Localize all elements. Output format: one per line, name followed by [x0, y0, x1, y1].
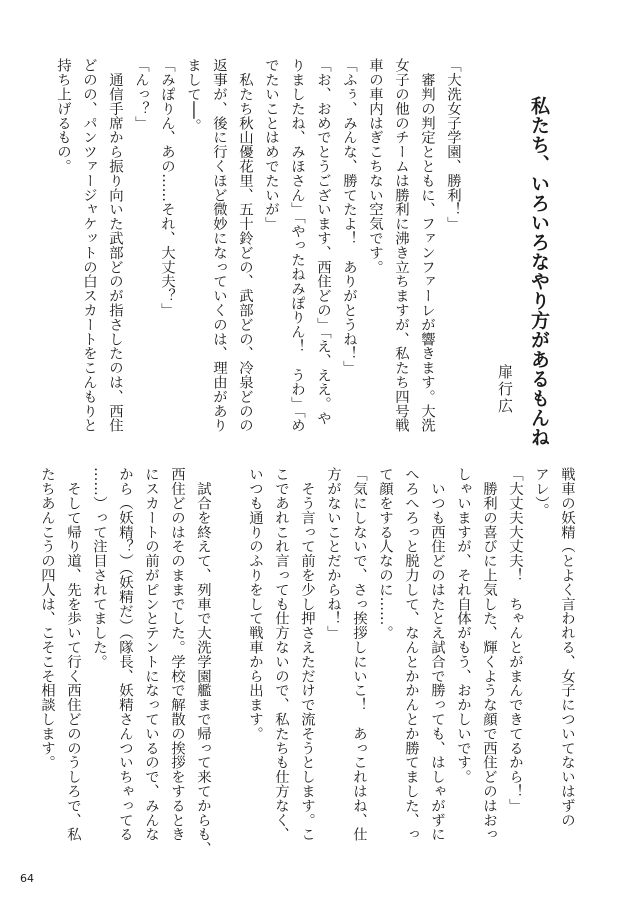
text-line: 「気にしないで、さっ挨拶しにいこ！ あっこれはね、仕 [351, 467, 367, 842]
title: 私たち、いろいろなやり方があるもんね [528, 96, 550, 447]
text-line: 「みぽりん、あの……それ、大丈夫？」 [159, 58, 175, 318]
author: 扉行広 [496, 364, 514, 415]
text-line: いつも通りのふりをして戦車から出ます。 [247, 467, 263, 741]
text-line: まして──。 [185, 58, 201, 133]
text-line: 女子の他のチームは勝利に沸き立ちますが、私たち四号戦 [393, 58, 409, 433]
text-block-top [55, 58, 466, 458]
page-number: 64 [20, 872, 34, 885]
text-line: 私たち秋山優花里、五十鈴どの、武部どの、冷泉どのの [237, 58, 253, 433]
text-line: 「ふぅ、みんな、勝てたよ！ ありがとうね！」 [341, 58, 357, 375]
text-line: にスカートの前がピンとテントになっているので、みんな [143, 467, 159, 842]
text-block-bottom [39, 467, 580, 867]
text-line: そう言って前を少し押さえただけで流そうとします。こ [299, 467, 315, 842]
text-line: 方がないことだからね！」 [325, 467, 341, 640]
text-line: どのの、パンツァージャケットの白スカートをこんもりと [81, 58, 97, 433]
text-line: 「お、おめでとうございます、西住どの」「え、ええ。や [315, 58, 331, 426]
text-line: しゃいますが、それ自体がもう、おかしいです。 [455, 467, 471, 784]
text-line: 車の車内はぎこちない空気です。 [367, 58, 383, 274]
text-line: 試合を終えて、列車で大洗学園艦まで帰って来てからも、 [195, 467, 211, 856]
text-line: いつも西住どのはたとえ試合で勝っても、はしゃがずに [429, 467, 445, 842]
text-line: こであれこれ言っても仕方ないので、私たちも仕方なく、 [273, 467, 289, 842]
text-line: 「大洗女子学園、勝利！」 [445, 58, 461, 231]
text-line: でたいことはめでたいが」 [263, 58, 279, 231]
text-line: たちあんこうの四人は、こそこそ相談します。 [39, 467, 55, 770]
text-line: ……）って注目されてました。 [91, 467, 107, 669]
text-line: 西住どのはそのままでした。学校で解散の挨拶をするとき [169, 467, 185, 842]
text-line: 勝利の喜びに上気した、輝くような顔で西住どのはおっ [481, 467, 497, 842]
text-line: そして帰り道、先を歩いて行く西住どののうしろで、私 [65, 467, 81, 842]
text-line: 通信手席から振り向いた武部どのが指さしたのは、西住 [107, 58, 123, 433]
text-line: アレ）。 [533, 467, 549, 518]
text-line: 「大丈夫大丈夫！ ちゃんとがまんできてるから！」 [507, 467, 523, 813]
text-line: て顔をする人なのに……。 [377, 467, 393, 640]
text-line: 「んっ？」 [133, 58, 149, 130]
blank-line [216, 467, 242, 867]
text-line: から（妖精？）（妖精だ）（隊長、妖精さんついちゃってる [117, 467, 133, 842]
text-line: りましたね、みほさん」「やったねみぽりん！ うわ」「め [289, 58, 305, 433]
text-line: 戦車の妖精（とよく言われる、女子についてないはずの [559, 467, 575, 827]
text-line: へろへろっと脱力して、なんとかかんとか勝てました、っ [403, 467, 419, 842]
text-line: 審判の判定とともに、ファンファーレが響きます。大洗 [419, 58, 435, 433]
text-line: 返事が、後に行くほど微妙になっていくのは、理由があり [211, 58, 227, 433]
text-line: 持ち上げるもの。 [55, 58, 71, 174]
